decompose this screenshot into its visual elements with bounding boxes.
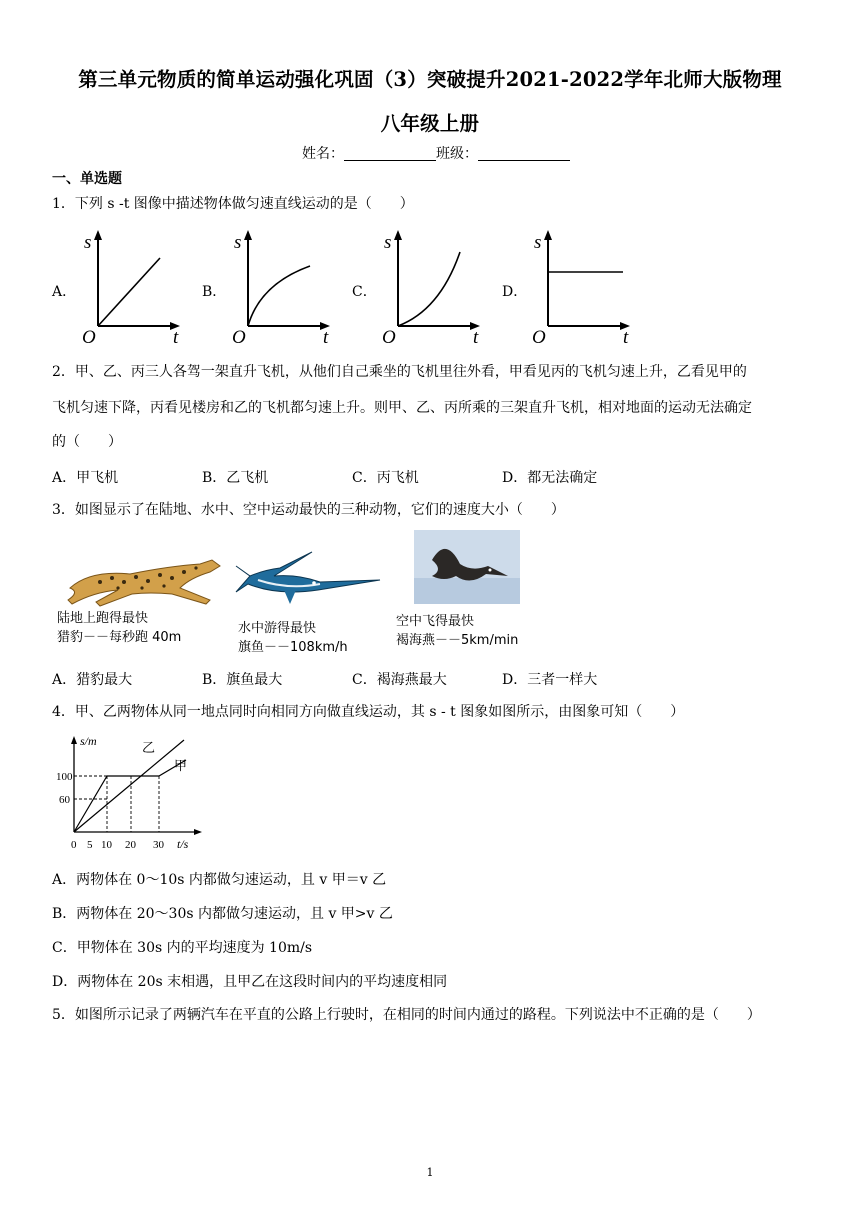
name-blank[interactable] bbox=[344, 146, 436, 161]
q3-caption-swift-line1: 空中飞得最快 bbox=[396, 614, 475, 629]
section-header: 一、单选题 bbox=[52, 171, 122, 187]
q3-caption-marlin-line2: 旗鱼－－108km/h bbox=[238, 640, 348, 655]
q3-option-b: B．旗鱼最大 bbox=[202, 672, 283, 688]
document-title-line2: 八年级上册 bbox=[380, 112, 480, 135]
class-blank[interactable] bbox=[478, 146, 570, 161]
q3-caption-swift bbox=[396, 612, 518, 650]
q4-ytick-60: 60 bbox=[59, 794, 70, 806]
q4-series-label-yi: 乙 bbox=[142, 740, 156, 755]
q1c-axis-t: t bbox=[473, 327, 479, 348]
q1-option-d-label: D． bbox=[502, 284, 528, 300]
q1a-axis-s: s bbox=[84, 232, 92, 253]
q1b-axis-t: t bbox=[323, 327, 329, 348]
q4-st-graph bbox=[56, 732, 206, 856]
q1-option-a-label: A． bbox=[52, 284, 77, 300]
class-label: 班级： bbox=[436, 146, 478, 162]
q3-option-c: C．褐海燕最大 bbox=[352, 672, 447, 688]
q1b-axis-o: O bbox=[232, 327, 246, 348]
q1d-axis-o: O bbox=[532, 327, 546, 348]
q1-graph-c bbox=[378, 226, 488, 348]
q1-graph-b bbox=[228, 226, 338, 348]
question-3-stem: 3．如图显示了在陆地、水中、空中运动最快的三种动物，它们的速度大小（ ） bbox=[52, 502, 565, 518]
q2-option-b: B．乙飞机 bbox=[202, 470, 269, 486]
q4-option-a: A．两物体在 0～10s 内都做匀速运动，且 v 甲＝v 乙 bbox=[52, 872, 387, 888]
q4-xtick-30: 30 bbox=[153, 839, 164, 851]
page-number: 1 bbox=[426, 1166, 434, 1179]
q3-caption-cheetah bbox=[57, 609, 181, 647]
q3-caption-marlin-line1: 水中游得最快 bbox=[238, 621, 317, 636]
q1d-axis-t: t bbox=[623, 327, 629, 348]
q4-series-label-jia: 甲 bbox=[174, 758, 188, 773]
q4-xtick-20: 20 bbox=[125, 839, 136, 851]
q4-series-yi bbox=[74, 740, 184, 832]
swift-photo bbox=[414, 530, 520, 604]
q4-xtick-5: 5 bbox=[87, 839, 93, 851]
q2-option-c: C．丙飞机 bbox=[352, 470, 419, 486]
q4-option-b: B．两物体在 20～30s 内都做匀速运动，且 v 甲>v 乙 bbox=[52, 906, 393, 922]
q4-xtick-10: 10 bbox=[101, 839, 112, 851]
q1d-axis-s: s bbox=[534, 232, 542, 253]
q4-xtick-0: 0 bbox=[71, 839, 77, 851]
question-2-line2: 飞机匀速下降，丙看见楼房和乙的飞机都匀速上升。则甲、乙、丙所乘的三架直升飞机，相对地面的运动无法确定 bbox=[52, 400, 752, 416]
q4-option-d: D．两物体在 20s 末相遇，且甲乙在这段时间内的平均速度相同 bbox=[52, 974, 448, 990]
q4-option-c: C．甲物体在 30s 内的平均速度为 10m/s bbox=[52, 940, 313, 956]
q1a-axis-t: t bbox=[173, 327, 179, 348]
q1-option-c-label: C． bbox=[352, 284, 377, 300]
q4-ytick-100: 100 bbox=[56, 771, 73, 783]
q3-caption-cheetah-line1: 陆地上跑得最快 bbox=[57, 611, 149, 626]
question-1-stem: 1．下列 s -t 图像中描述物体做匀速直线运动的是（ ） bbox=[52, 196, 414, 212]
q1-option-b-label: B． bbox=[202, 284, 227, 300]
q1-graph-d bbox=[528, 226, 638, 348]
q1c-axis-s: s bbox=[384, 232, 392, 253]
q3-caption-marlin bbox=[238, 619, 348, 657]
q1a-axis-o: O bbox=[82, 327, 96, 348]
q4-xlabel: t/s bbox=[177, 837, 189, 851]
question-2-line1: 2．甲、乙、丙三人各驾一架直升飞机，从他们自己乘坐的飞机里往外看，甲看见丙的飞机匀速上升，乙看见甲的 bbox=[52, 364, 747, 380]
document-title-line1: 第三单元物质的简单运动强化巩固（3）突破提升2021-2022学年北师大版物理 bbox=[78, 68, 782, 91]
q4-ylabel: s/m bbox=[80, 734, 97, 748]
q3-option-a: A．猎豹最大 bbox=[52, 672, 133, 688]
q4-series-jia bbox=[74, 760, 186, 832]
question-4-stem: 4．甲、乙两物体从同一地点同时向相同方向做直线运动，其 s - t 图象如图所示，由图象可知（ ） bbox=[52, 704, 685, 720]
q3-caption-swift-line2: 褐海燕－－5km/min bbox=[396, 633, 519, 648]
q2-option-d: D．都无法确定 bbox=[502, 470, 598, 486]
q3-option-d: D．三者一样大 bbox=[502, 672, 598, 688]
question-2-line3: 的（ ） bbox=[52, 434, 122, 450]
cheetah-illustration bbox=[60, 548, 226, 610]
question-5-stem: 5．如图所示记录了两辆汽车在平直的公路上行驶时，在相同的时间内通过的路程。下列说法中不正确的是（ ） bbox=[52, 1007, 761, 1023]
q1b-axis-s: s bbox=[234, 232, 242, 253]
q2-option-a: A．甲飞机 bbox=[52, 470, 119, 486]
name-label: 姓名： bbox=[302, 146, 344, 162]
name-class-line bbox=[302, 144, 570, 164]
marlin-illustration bbox=[228, 546, 384, 614]
q1-graph-a bbox=[78, 226, 188, 348]
q1c-axis-o: O bbox=[382, 327, 396, 348]
q3-caption-cheetah-line2: 猎豹－－每秒跑 40m bbox=[57, 630, 182, 645]
